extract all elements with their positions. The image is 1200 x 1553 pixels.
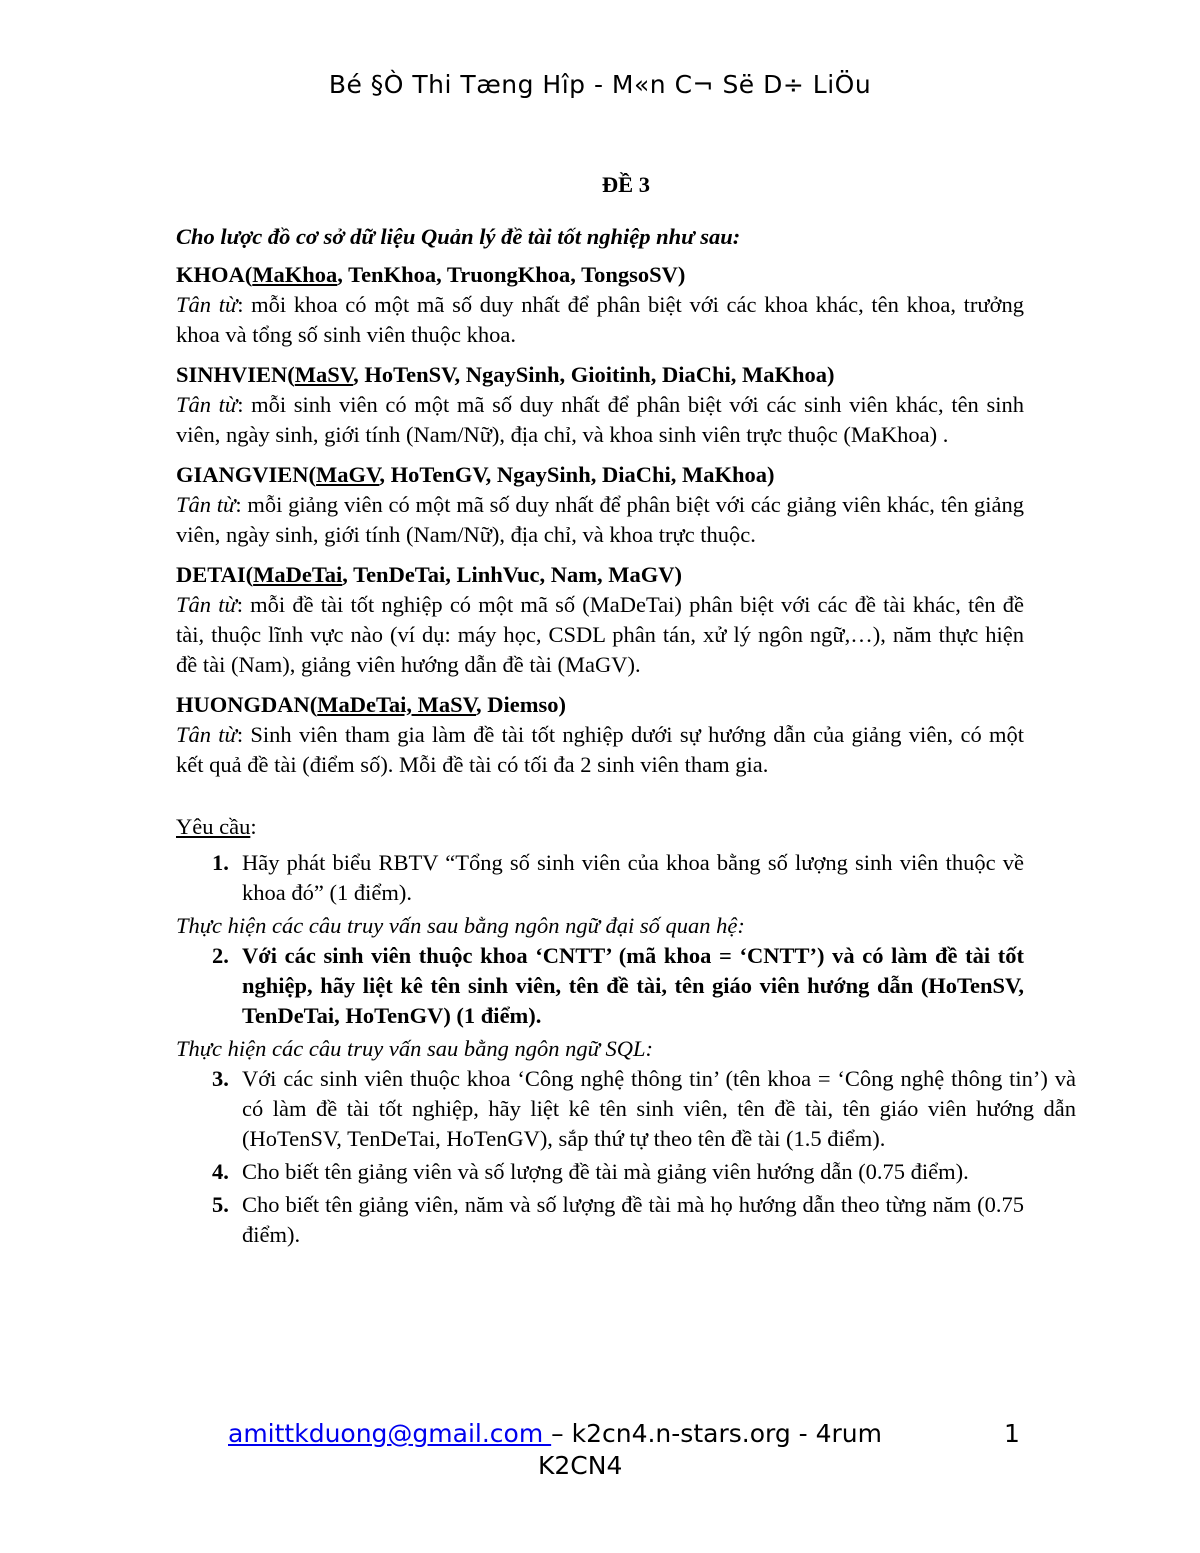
page-header — [0, 70, 1200, 99]
predicate — [176, 290, 1024, 350]
paren: ( — [308, 462, 317, 487]
primary-key: MaKhoa — [252, 262, 338, 287]
question-number: 1. — [212, 850, 229, 875]
page-number: 1 — [1004, 1419, 1020, 1448]
schema-line — [176, 690, 1024, 720]
email-link[interactable]: amittkduong@gmail.com — [228, 1419, 552, 1448]
predicate — [176, 590, 1024, 680]
question-list-2 — [176, 941, 1076, 1031]
entity-giangvien — [176, 460, 1024, 550]
question-number: 5. — [212, 1192, 229, 1217]
predicate-text: : mỗi giảng viên có một mã số duy nhất để phân biệt với các giảng viên khác, tên giảng viên, ngày sinh, giới tính (Nam/Nữ), địa chỉ, và khoa trực thuộc. — [176, 492, 1024, 547]
question-1 — [176, 848, 1024, 908]
footer-site-text: – k2cn4.n-stars.org - 4rum — [551, 1419, 882, 1448]
footer-line-1 — [228, 1418, 882, 1450]
schema-line — [176, 460, 1024, 490]
question-text: Hãy phát biểu RBTV “Tổng số sinh viên của khoa bằng số lượng sinh viên thuộc về khoa đó” (1 điểm). — [242, 850, 1024, 905]
predicate-label: Tân từ — [176, 722, 237, 747]
predicate — [176, 390, 1024, 450]
entity-name: DETAI — [176, 562, 246, 587]
question-3 — [176, 1064, 1076, 1154]
question-5 — [176, 1190, 1024, 1250]
paren: ( — [287, 362, 295, 387]
schema-line — [176, 260, 1024, 290]
question-list-1 — [176, 848, 1076, 908]
question-text: Cho biết tên giảng viên và số lượng đề tài mà giảng viên hướng dẫn (0.75 điểm). — [242, 1159, 969, 1184]
entity-name: SINHVIEN — [176, 362, 288, 387]
instruction-relational-algebra: Thực hiện các câu truy vấn sau bằng ngôn ngữ đại số quan hệ: — [176, 913, 745, 938]
entity-name: KHOA — [176, 262, 245, 287]
paren: ( — [245, 562, 254, 587]
schema-line — [176, 360, 1024, 390]
predicate-text: : mỗi khoa có một mã số duy nhất để phân biệt với các khoa khác, tên khoa, trưởng khoa và tổng số sinh viên thuộc khoa. — [176, 292, 1024, 347]
primary-key: MaDeTai, MaSV — [317, 692, 477, 717]
entity-khoa — [176, 260, 1024, 350]
attributes: , HoTenGV, NgaySinh, DiaChi, MaKhoa) — [379, 462, 775, 487]
question-2 — [176, 941, 1024, 1031]
document-body — [176, 170, 1076, 1253]
predicate-label: Tân từ — [176, 292, 238, 317]
predicate-label: Tân từ — [176, 492, 236, 517]
predicate-label: Tân từ — [176, 392, 238, 417]
predicate — [176, 490, 1024, 550]
requirements-heading — [176, 812, 1076, 842]
predicate-text: : mỗi đề tài tốt nghiệp có một mã số (MaDeTai) phân biệt với các đề tài khác, tên đề tài, thuộc lĩnh vực nào (ví dụ: máy học, CSDL phân tán, xử lý ngôn ngữ,…), năm thực hiện đề tài (Nam), giảng viên hướng dẫn đề tài (MaGV). — [176, 592, 1024, 677]
exam-title: ĐỀ 3 — [601, 172, 651, 197]
predicate — [176, 720, 1024, 780]
question-number: 4. — [212, 1159, 229, 1184]
attributes: , HoTenSV, NgaySinh, Gioitinh, DiaChi, MaKhoa) — [353, 362, 835, 387]
primary-key: MaGV — [316, 462, 380, 487]
question-number: 3. — [212, 1066, 229, 1091]
paren: ( — [309, 692, 318, 717]
attributes: , TenDeTai, LinhVuc, Nam, MaGV) — [342, 562, 682, 587]
entity-sinhvien — [176, 360, 1024, 450]
question-number: 2. — [212, 943, 229, 968]
instruction-sql: Thực hiện các câu truy vấn sau bằng ngôn ngữ SQL: — [176, 1036, 653, 1061]
predicate-text: : mỗi sinh viên có một mã số duy nhất để phân biệt với các sinh viên khác, tên sinh viên, ngày sinh, giới tính (Nam/Nữ), địa chỉ, và khoa sinh viên trực thuộc (MaKhoa) . — [176, 392, 1024, 447]
schema-line — [176, 560, 1024, 590]
entity-detai — [176, 560, 1024, 680]
header-title: Bé §Ò Thi Tæng Hîp - M«n C¬ Së D÷ LiÖu — [328, 70, 872, 99]
footer-line-2: K2CN4 — [538, 1451, 623, 1480]
paren: ( — [244, 262, 253, 287]
question-text: Với các sinh viên thuộc khoa ‘Công nghệ thông tin’ (tên khoa = ‘Công nghệ thông tin’) và có làm đề tài tốt nghiệp, hãy liệt kê tên sinh viên, tên đề tài, tên giáo viên hướng dẫn (HoTenSV, TenDeTai, HoTenGV), sắp thứ tự theo tên đề tài (1.5 điểm). — [242, 1066, 1076, 1151]
predicate-label: Tân từ — [176, 592, 237, 617]
entity-name: HUONGDAN — [176, 692, 310, 717]
attributes: , Diemso) — [476, 692, 566, 717]
requirements-heading-text: Yêu cầu — [176, 814, 251, 839]
entity-name: GIANGVIEN — [176, 462, 309, 487]
question-list-3 — [176, 1064, 1076, 1250]
question-text: Cho biết tên giảng viên, năm và số lượng đề tài mà họ hướng dẫn theo từng năm (0.75 điểm). — [242, 1192, 1024, 1247]
entity-huongdan — [176, 690, 1024, 780]
question-4 — [176, 1157, 1024, 1187]
question-text: Với các sinh viên thuộc khoa ‘CNTT’ (mã khoa = ‘CNTT’) và có làm đề tài tốt nghiệp, hãy liệt kê tên sinh viên, tên đề tài, tên giáo viên hướng dẫn (HoTenSV, TenDeTai, HoTenGV) (1 điểm). — [242, 943, 1024, 1028]
primary-key: MaDeTai — [253, 562, 343, 587]
attributes: , TenKhoa, TruongKhoa, TongsoSV) — [337, 262, 686, 287]
primary-key: MaSV — [294, 362, 354, 387]
schema-intro: Cho lược đồ cơ sở dữ liệu Quản lý đề tài tốt nghiệp như sau: — [176, 224, 741, 249]
requirements-colon: : — [250, 814, 257, 839]
predicate-text: : Sinh viên tham gia làm đề tài tốt nghiệp dưới sự hướng dẫn của giảng viên, có một kết quả đề tài (điểm số). Mỗi đề tài có tối đa 2 sinh viên tham gia. — [176, 722, 1025, 777]
